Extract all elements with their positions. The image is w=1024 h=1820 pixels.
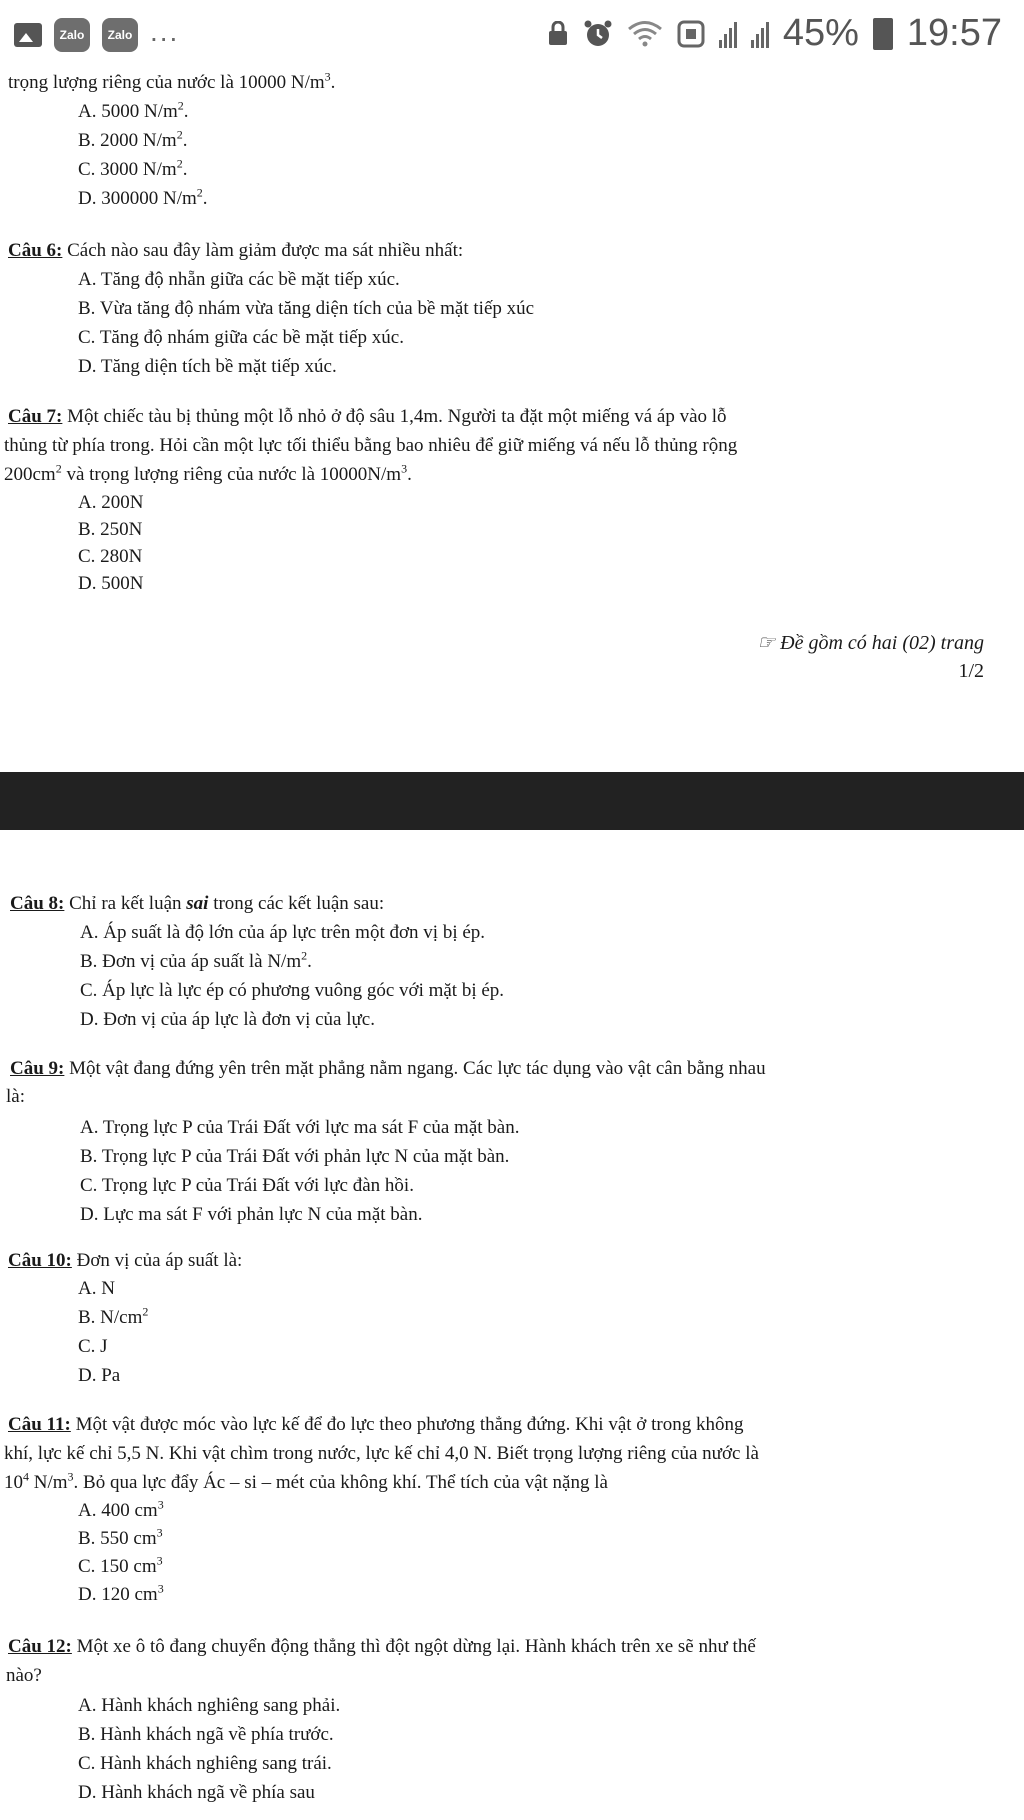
q5-option-a: A. 5000 $N/m^2$. [78, 98, 189, 122]
page-divider [0, 772, 1024, 830]
q5-option-d: D. 300000 $N/m^2$. [78, 185, 208, 209]
q6-option-b: B. Vừa tăng độ nhám vừa tăng diện tích của bề mặt tiếp xúc [78, 298, 535, 319]
clock: 19:57 [906, 12, 1002, 54]
q6-option-c: C. Tăng độ nhám giữa các bề mặt tiếp xúc. [78, 327, 404, 348]
q5-option-c: C. 3000 $N/m^2$. [78, 156, 188, 180]
alarm-icon [583, 19, 613, 49]
q9-option-d: D. Lực ma sát F với phản lực N của mặt bàn. [80, 1204, 423, 1225]
q10-option-d: D. Pa [78, 1365, 121, 1386]
q11-question-line2: khí, lực kế chỉ 5,5 N. Khi vật chìm trong nước, lực kế chỉ 4,0 N. Biết trọng lượng riêng của nước là [4, 1443, 759, 1464]
nfc-icon [677, 20, 705, 48]
signal-icon-sim2 [751, 20, 769, 48]
lock-icon [547, 21, 569, 47]
q7-question-line3: $200cm^2$ và trọng lượng riêng của nước là $10000N/m^3$. [4, 461, 412, 485]
q8-question: Câu 8: Chỉ ra kết luận sai trong các kết luận sau: [10, 893, 385, 914]
q11-option-d: D. 120 $cm^3$ [78, 1581, 164, 1605]
q9-option-a: A. Trọng lực P của Trái Đất với lực ma sát F của mặt bàn. [80, 1117, 520, 1138]
battery-icon [873, 18, 893, 50]
more-notifications-icon: ... [150, 16, 180, 47]
q7-option-a: A. 200N [78, 492, 144, 513]
q11-question-line3: $10^4$ $N/m^3$. Bỏ qua lực đẩy Ác – si – mét của không khí. Thể tích của vật nặng là [4, 1469, 608, 1493]
zalo-notification-icon-2: Zalo [102, 18, 138, 52]
q7-option-c: C. 280N [78, 546, 143, 567]
signal-icon-sim1 [719, 20, 737, 48]
q5-intro: trọng lượng riêng của nước là 10000 $N/m^3$. [8, 69, 336, 93]
q6-question: Câu 6: Cách nào sau đây làm giảm được ma sát nhiều nhất: [8, 240, 464, 261]
status-bar [0, 0, 1024, 72]
q9-option-b: B. Trọng lực P của Trái Đất với phản lực N của mặt bàn. [80, 1146, 510, 1167]
q7-option-d: D. 500N [78, 573, 144, 594]
q9-option-c: C. Trọng lực P của Trái Đất với lực đàn hồi. [80, 1175, 414, 1196]
q10-option-b: B. $N/cm^2$ [78, 1304, 149, 1328]
q10-question: Câu 10: Đơn vị của áp suất là: [8, 1250, 243, 1271]
q8-option-d: D. Đơn vị của áp lực là đơn vị của lực. [80, 1009, 375, 1030]
q6-option-d: D. Tăng diện tích bề mặt tiếp xúc. [78, 356, 337, 377]
q12-option-c: C. Hành khách nghiêng sang trái. [78, 1753, 332, 1774]
q12-option-a: A. Hành khách nghiêng sang phải. [78, 1695, 341, 1716]
q7-question-line2: thủng từ phía trong. Hỏi cần một lực tối thiểu bằng bao nhiêu để giữ miếng vá nếu lỗ thủng rộng [4, 435, 738, 456]
q12-option-b: B. Hành khách ngã về phía trước. [78, 1724, 334, 1745]
q5-option-b: B. 2000 $N/m^2$. [78, 127, 188, 151]
page-number: 1/2 [958, 660, 984, 682]
wifi-icon [627, 20, 663, 48]
page-footer-note: ☞ Đề gồm có hai (02) trang [757, 632, 984, 654]
zalo-notification-icon: Zalo [54, 18, 90, 52]
q8-option-c: C. Áp lực là lực ép có phương vuông góc với mặt bị ép. [80, 980, 505, 1001]
q10-option-c: C. J [78, 1336, 108, 1357]
q7-question-line1: Câu 7: Một chiếc tàu bị thủng một lỗ nhỏ ở độ sâu 1,4m. Người ta đặt một miếng vá áp vào lỗ [8, 406, 727, 427]
q7-option-b: B. 250N [78, 519, 143, 540]
battery-percent: 45% [782, 12, 859, 54]
q11-option-c: C. 150 $cm^3$ [78, 1553, 163, 1577]
q6-option-a: A. Tăng độ nhẵn giữa các bề mặt tiếp xúc. [78, 269, 400, 290]
q9-question-line1: Câu 9: Một vật đang đứng yên trên mặt phẳng nằm ngang. Các lực tác dụng vào vật cân bằng nhau [10, 1058, 766, 1079]
q9-question-line2: là: [6, 1086, 25, 1107]
q8-option-a: A. Áp suất là độ lớn của áp lực trên một đơn vị bị ép. [80, 922, 486, 943]
q12-option-d: D. Hành khách ngã về phía sau [78, 1782, 315, 1803]
q11-question-line1: Câu 11: Một vật được móc vào lực kế để đo lực theo phương thẳng đứng. Khi vật ở trong không [8, 1414, 744, 1435]
q11-option-a: A. 400 $cm^3$ [78, 1497, 164, 1521]
image-notification-icon [14, 23, 42, 47]
q12-question-line2: nào? [6, 1665, 42, 1686]
q10-option-a: A. N [78, 1278, 115, 1299]
q12-question-line1: Câu 12: Một xe ô tô đang chuyển động thẳng thì đột ngột dừng lại. Hành khách trên xe sẽ như thế [8, 1636, 756, 1657]
q8-option-b: B. Đơn vị của áp suất là $N/m^2$. [80, 948, 312, 972]
q11-option-b: B. 550 $cm^3$ [78, 1525, 163, 1549]
